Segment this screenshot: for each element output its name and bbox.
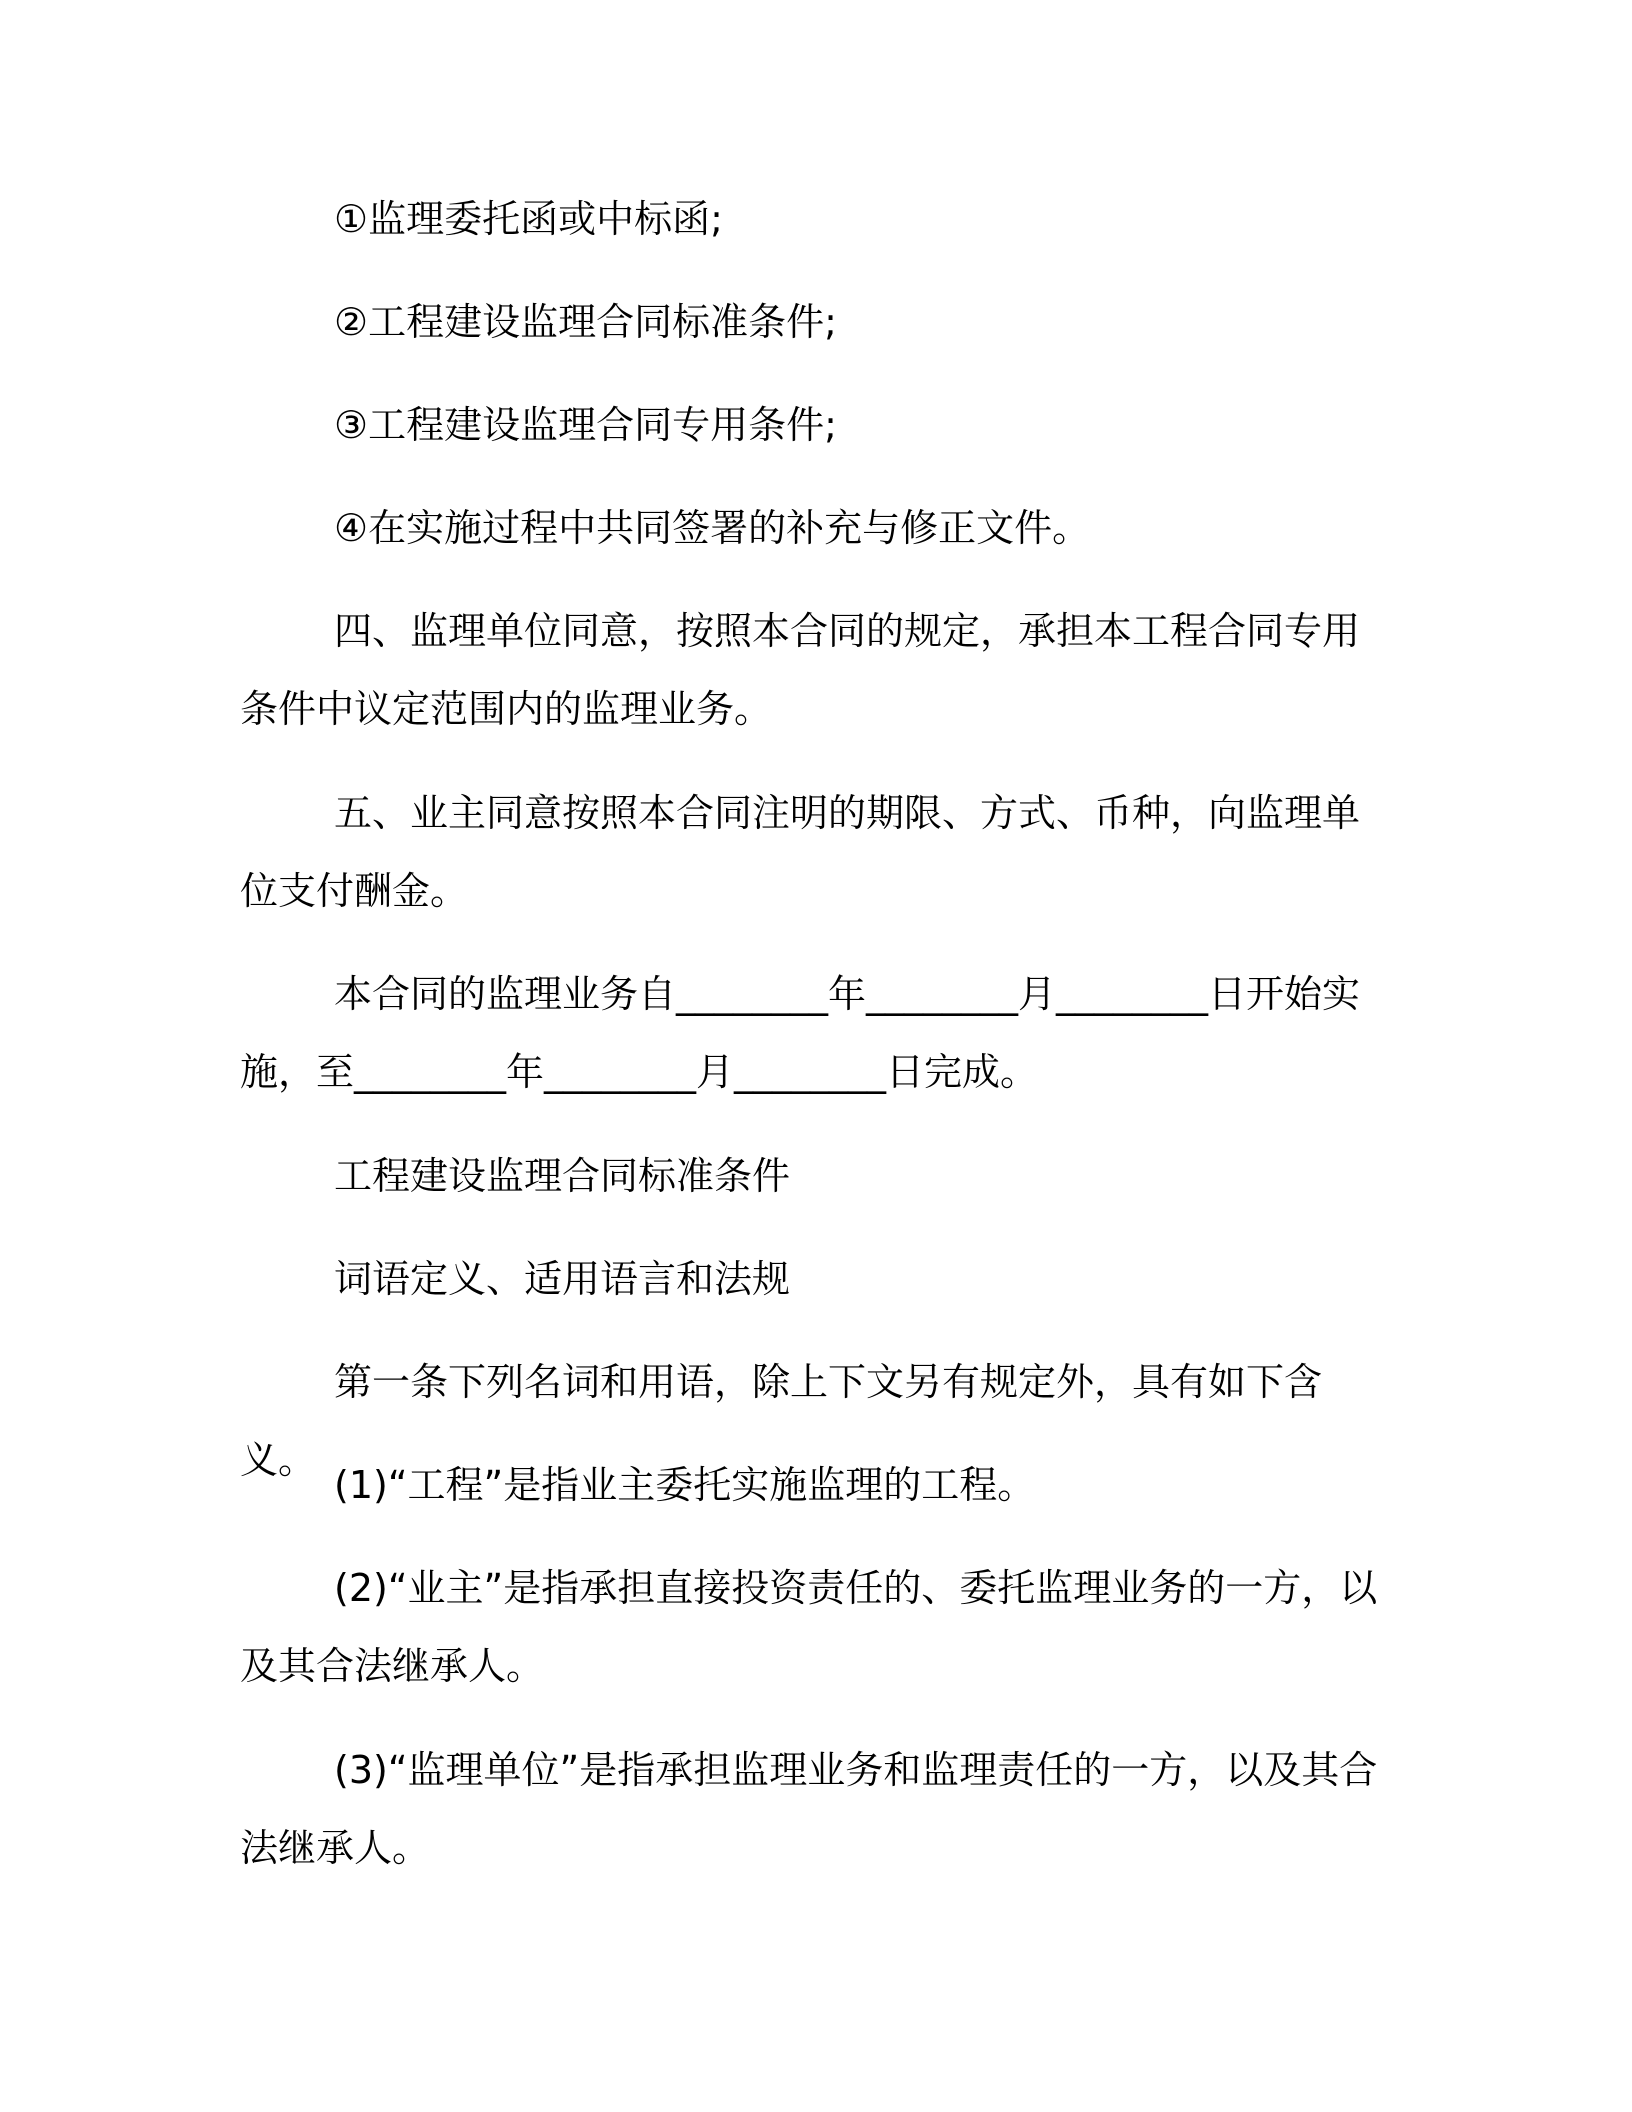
section-title-standard-conditions: 工程建设监理合同标准条件	[334, 1154, 791, 1198]
paragraph-clause-four: 四、监理单位同意，按照本合同的规定，承担本工程合同专用条件中议定范围内的监理业务。	[240, 609, 1361, 731]
definition-item-1: (1)“工程”是指业主委托实施监理的工程。	[334, 1463, 1036, 1507]
paragraph-term-dates: 本合同的监理业务自________年________月________日开始实施，至________年________月________日完成。	[240, 972, 1361, 1094]
section-subtitle-definitions: 词语定义、适用语言和法规	[334, 1257, 791, 1301]
paragraph-attachment-3: ③工程建设监理合同专用条件;	[334, 403, 837, 447]
definition-item-3: (3)“监理单位”是指承担监理业务和监理责任的一方，以及其合法继承人。	[240, 1748, 1378, 1870]
definition-item-2: (2)“业主”是指承担直接投资责任的、委托监理业务的一方，以及其合法继承人。	[240, 1566, 1378, 1688]
paragraph-clause-five: 五、业主同意按照本合同注明的期限、方式、币种，向监理单位支付酬金。	[240, 791, 1361, 913]
paragraph-article-one: 第一条下列名词和用语，除上下文另有规定外，具有如下含义。	[240, 1360, 1323, 1482]
paragraph-attachment-4: ④在实施过程中共同签署的补充与修正文件。	[334, 506, 1091, 550]
paragraph-attachment-2: ②工程建设监理合同标准条件;	[334, 300, 837, 344]
paragraph-attachment-1: ①监理委托函或中标函;	[334, 197, 723, 241]
